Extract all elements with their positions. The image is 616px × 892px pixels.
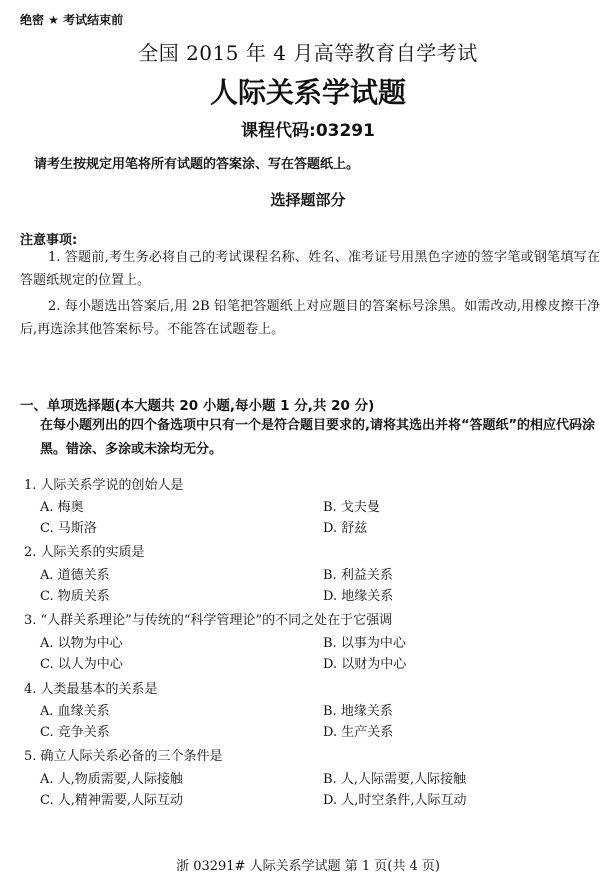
option-c: C. 以人为中心: [40, 657, 123, 672]
section-heading: 一、单项选择题(本大题共 20 小题,每小题 1 分,共 20 分): [20, 398, 375, 414]
option-d: D. 人,时空条件,人际互动: [323, 793, 467, 808]
option-d: D. 生产关系: [323, 725, 394, 740]
confidential-label: 绝密 ★ 考试结束前: [20, 13, 124, 27]
option-c: C. 马斯洛: [40, 521, 97, 536]
option-b: B. 地缘关系: [323, 704, 393, 719]
option-b: B. 以事为中心: [323, 636, 406, 651]
option-d: D. 舒兹: [323, 521, 368, 536]
question-stem: 4. 人类最基本的关系是: [24, 682, 158, 697]
question-stem: 2. 人际关系的实质是: [24, 545, 145, 560]
question-stem: 3. “人群关系理论”与传统的“科学管理论”的不同之处在于它强调: [24, 613, 393, 628]
answer-notice: 请考生按规定用笔将所有试题的答案涂、写在答题纸上。: [34, 157, 360, 172]
question-stem: 1. 人际关系学说的创始人是: [24, 478, 184, 493]
part-title: 选择题部分: [270, 191, 346, 209]
option-c: C. 物质关系: [40, 589, 110, 604]
option-c: C. 竞争关系: [40, 725, 110, 740]
page-footer: 浙 03291# 人际关系学试题 第 1 页(共 4 页): [176, 859, 440, 874]
option-a: A. 道德关系: [40, 568, 110, 583]
option-a: A. 人,物质需要,人际接触: [40, 772, 183, 787]
paper-title: 人际关系学试题: [209, 76, 406, 109]
option-b: B. 戈夫曼: [323, 500, 380, 515]
option-a: A. 梅奥: [40, 500, 84, 515]
attention-item-1: 1. 答题前,考生务必将自己的考试课程名称、姓名、准考证号用黑色字迹的签字笔或钢笔填写在答题纸规定的位置上。: [20, 250, 600, 288]
course-code: 课程代码:03291: [241, 121, 375, 141]
option-d: D. 以财为中心: [323, 657, 407, 672]
attention-item-2: 2. 每小题选出答案后,用 2B 铅笔把答题纸上对应题目的答案标号涂黑。如需改动,用橡皮擦干净后,再选涂其他答案标号。不能答在试题卷上。: [20, 299, 600, 337]
section-instruction: 在每小题列出的四个备选项中只有一个是符合题目要求的,请将其选出并将“答题纸”的相应代码涂黑。错涂、多涂或未涂均无分。: [40, 418, 596, 457]
attention-heading: 注意事项:: [20, 233, 78, 248]
option-b: B. 利益关系: [323, 568, 393, 583]
option-c: C. 人,精神需要,人际互动: [40, 793, 184, 808]
question-stem: 5. 确立人际关系必备的三个条件是: [24, 749, 223, 764]
option-b: B. 人,人际需要,人际接触: [323, 772, 467, 787]
option-a: A. 血缘关系: [40, 704, 110, 719]
option-a: A. 以物为中心: [40, 636, 123, 651]
option-d: D. 地缘关系: [323, 589, 394, 604]
exam-session-line: 全国 2015 年 4 月高等教育自学考试: [138, 41, 478, 65]
